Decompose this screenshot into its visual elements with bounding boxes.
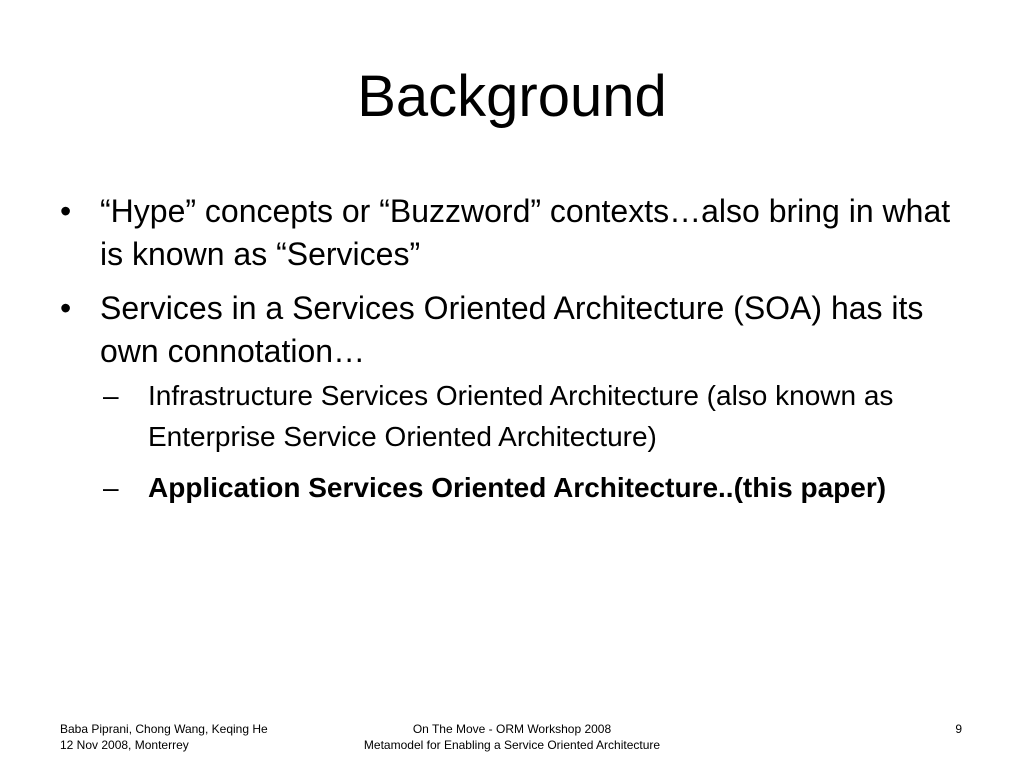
bullet-item — [60, 190, 960, 276]
sub-bullet-list — [100, 375, 960, 508]
sub-bullet-text: Application Services Oriented Architecture..(this paper) — [148, 472, 887, 503]
bullet-list — [60, 190, 960, 519]
footer-paper-title: Metamodel for Enabling a Service Oriented Architecture — [363, 738, 661, 752]
sub-bullet-marker: – — [103, 380, 119, 411]
footer-page-number — [900, 721, 962, 737]
footer-event — [300, 721, 724, 753]
footer-event-name: On The Move - ORM Workshop 2008 — [412, 722, 612, 736]
sub-bullet-marker: – — [103, 472, 119, 503]
footer-authors-names: Baba Piprani, Chong Wang, Keqing He — [60, 722, 268, 736]
bullet-item — [60, 287, 960, 508]
page-number: 9 — [955, 722, 962, 736]
footer-date-location: 12 Nov 2008, Monterrey — [60, 738, 189, 752]
bullet-marker: • — [60, 290, 72, 326]
slide-title: Background — [357, 64, 667, 129]
bullet-text: Services in a Services Oriented Architecture (SOA) has its own connotation… — [100, 290, 924, 369]
footer-authors — [60, 721, 268, 753]
bullet-text: “Hype” concepts or “Buzzword” contexts…also bring in what is known as “Services” — [100, 193, 951, 272]
sub-bullet-item — [103, 375, 960, 457]
sub-bullet-text: Infrastructure Services Oriented Architecture (also known as Enterprise Service Oriented Architecture) — [148, 380, 894, 452]
sub-bullet-item-bold — [103, 467, 960, 508]
bullet-marker: • — [60, 193, 72, 229]
